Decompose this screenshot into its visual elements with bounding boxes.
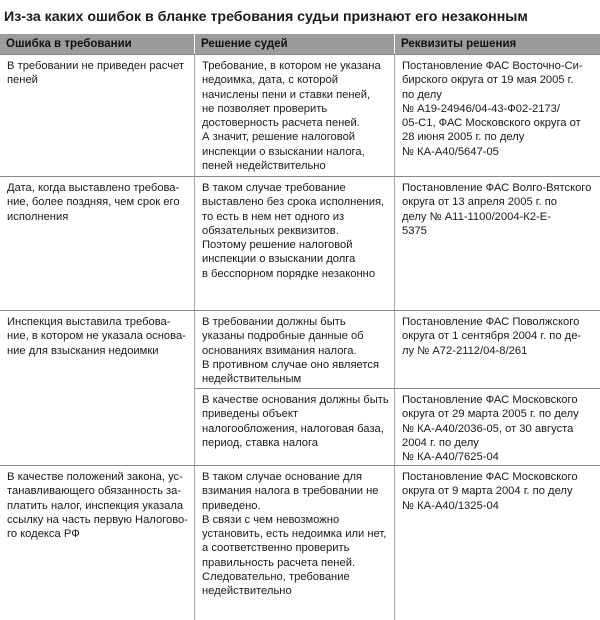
table-row-4-error: В качестве положений закона, ус- танавливающего обязанность за- платить налог, инспекция указала ссылку на часть первую Налогово- го кодекса РФ xyxy=(7,471,188,541)
table-row-4-reference: Постановление ФАС Московского округа от 9 марта 2004 г. по делу № КА-А40/1325-04 xyxy=(402,471,578,512)
page-title: Из-за каких ошибок в бланке требования судьи признают его незаконным xyxy=(4,9,528,25)
table-row-4-decision: В таком случае основание для взимания налога в требовании не приведено. В связи с чем невозможно установить, есть недоимка или нет, а соответственно проверить правильность расчета пеней. Следовательно, требование недействительно xyxy=(202,471,387,598)
table-row-1-error: В требовании не приведен расчет пеней xyxy=(7,60,185,87)
column-header-decision: Решение судей xyxy=(195,34,394,54)
table-row-2-reference: Постановление ФАС Волго-Вятского округа от 13 апреля 2005 г. по делу № А11-1100/2004-К2-Е- 5375 xyxy=(402,182,592,237)
column-header-reference: Реквизиты решения xyxy=(395,34,600,54)
table-row-1-reference: Постановление ФАС Восточно-Си- бирского округа от 19 мая 2005 г. по делу № А19-24946/04-43-Ф02-2173/ 05-С1, ФАС Московского округа от 28 июня 2005 г. по делу № КА-А40/5647-05 xyxy=(402,60,583,158)
table-row-2-error: Дата, когда выставлено требова- ние, более поздняя, чем срок его исполнения xyxy=(7,182,180,223)
table-row-3-decision: В требовании должны быть указаны подробные данные об основаниях взимания налога. В противном случае оно является недействительным xyxy=(202,316,379,386)
table-row-3-error: Инспекция выставила требова- ние, в котором не указала основа- ние для взыскания недоимки xyxy=(7,316,186,357)
table-row-3-reference: Постановление ФАС Поволжского округа от 1 сентября 2004 г. по де- лу № А72-2112/04-8/261 xyxy=(402,316,582,357)
table-row-3-reference-2: Постановление ФАС Московского округа от 29 марта 2005 г. по делу № КА-А40/2036-05, от 30 августа 2004 г. по делу № КА-А40/7625-04 xyxy=(402,394,579,464)
table-row-2-decision: В таком случае требование выставлено без срока исполнения, то есть в нем нет одного из обязательных реквизитов. Поэтому решение налоговой инспекции о взыскании долга в бесспорном порядке незаконно xyxy=(202,182,385,280)
table-row-3-decision-2: В качестве основания должны быть приведены объект налогообложения, налоговая база, период, ставка налога xyxy=(202,394,389,449)
table-row-1-decision: Требование, в котором не указана недоимка, дата, с которой начислены пени и ставки пеней, не позволяет проверить достоверность расчета пеней. А значит, решение налоговой инспекции о взыскании налога, пеней недействительно xyxy=(202,60,381,173)
errors-table xyxy=(0,34,600,620)
column-header-error: Ошибка в требовании xyxy=(0,34,194,54)
